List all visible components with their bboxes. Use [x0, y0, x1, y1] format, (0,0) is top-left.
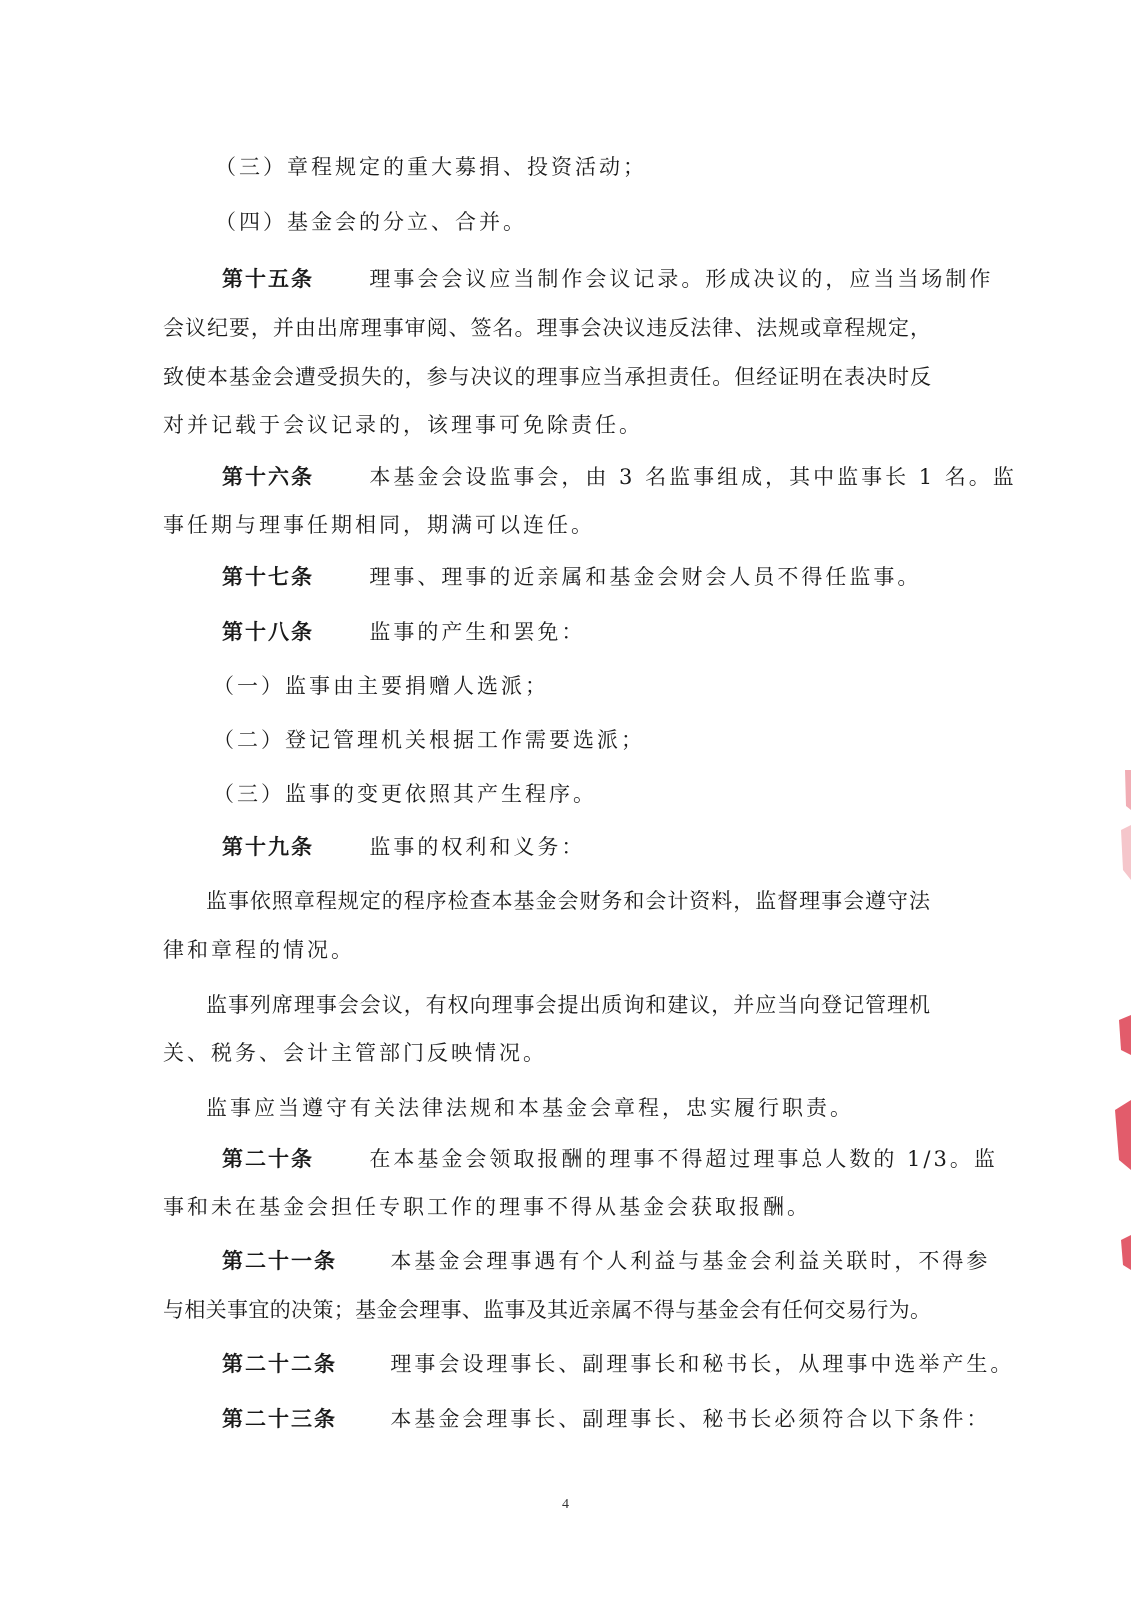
article-title: 第二十条 — [222, 1147, 314, 1171]
article-21-first-line — [222, 1246, 990, 1276]
body-line: 监事依照章程规定的程序检查本基金会财务和会计资料，监督理事会遵守法 — [206, 889, 930, 913]
article-title: 第十八条 — [222, 620, 314, 644]
item-line: （三）章程规定的重大募捐、投资活动； — [215, 155, 647, 179]
article-text: 监事的产生和罢免： — [369, 620, 586, 644]
article-title: 第十七条 — [222, 565, 314, 589]
article-title: 第十六条 — [222, 465, 314, 489]
item-line: （二）登记管理机关根据工作需要选派； — [213, 728, 645, 752]
article-text: 理事会会议应当制作会议记录。形成决议的，应当当场制作 — [369, 267, 994, 291]
body-line: 监事列席理事会会议，有权向理事会提出质询和建议，并应当向登记管理机 — [206, 993, 930, 1017]
body-line: 事和未在基金会担任专职工作的理事不得从基金会获取报酬。 — [163, 1195, 811, 1219]
body-line: 律和章程的情况。 — [163, 938, 355, 962]
seal-fragment-icon — [1109, 770, 1131, 1330]
article-23-first-line — [222, 1404, 990, 1434]
article-title: 第二十三条 — [222, 1407, 337, 1431]
article-text: 本基金会理事长、副理事长、秘书长必须符合以下条件： — [390, 1407, 991, 1431]
page-number: 4 — [562, 1497, 569, 1512]
body-line: 关、税务、会计主管部门反映情况。 — [163, 1041, 547, 1065]
item-line: （四）基金会的分立、合并。 — [215, 210, 527, 234]
article-text: 在本基金会领取报酬的理事不得超过理事总人数的 1/3。监 — [369, 1147, 998, 1171]
article-text: 理事、理事的近亲属和基金会财会人员不得任监事。 — [369, 565, 922, 589]
article-text: 本基金会设监事会，由 3 名监事组成，其中监事长 1 名。监 — [369, 465, 1017, 489]
body-line: 事任期与理事任期相同，期满可以连任。 — [163, 513, 595, 537]
body-line: 会议纪要，并由出席理事审阅、签名。理事会决议违反法律、法规或章程规定， — [163, 316, 931, 340]
article-19-first-line — [222, 832, 585, 862]
article-title: 第二十二条 — [222, 1352, 337, 1376]
body-line: 致使本基金会遭受损失的，参与决议的理事应当承担责任。但经证明在表决时反 — [163, 365, 931, 389]
body-line: 对并记载于会议记录的，该理事可免除责任。 — [163, 413, 643, 437]
article-text: 监事的权利和义务： — [369, 835, 586, 859]
article-15-first-line — [222, 264, 993, 294]
article-16-first-line — [222, 462, 1017, 492]
item-line: （一）监事由主要捐赠人选派； — [213, 674, 549, 698]
article-title: 第十九条 — [222, 835, 314, 859]
article-20-first-line — [222, 1144, 998, 1174]
article-text: 理事会设理事长、副理事长和秘书长，从理事中选举产生。 — [390, 1352, 1015, 1376]
article-title: 第十五条 — [222, 267, 314, 291]
article-title: 第二十一条 — [222, 1249, 337, 1273]
body-line: 监事应当遵守有关法律法规和本基金会章程，忠实履行职责。 — [206, 1096, 854, 1120]
article-18-first-line — [222, 617, 585, 647]
item-line: （三）监事的变更依照其产生程序。 — [213, 782, 597, 806]
article-text: 本基金会理事遇有个人利益与基金会利益关联时，不得参 — [390, 1249, 991, 1273]
article-17-first-line — [222, 562, 921, 592]
article-22-first-line — [222, 1349, 1014, 1379]
body-line: 与相关事宜的决策；基金会理事、监事及其近亲属不得与基金会有任何交易行为。 — [163, 1298, 931, 1322]
